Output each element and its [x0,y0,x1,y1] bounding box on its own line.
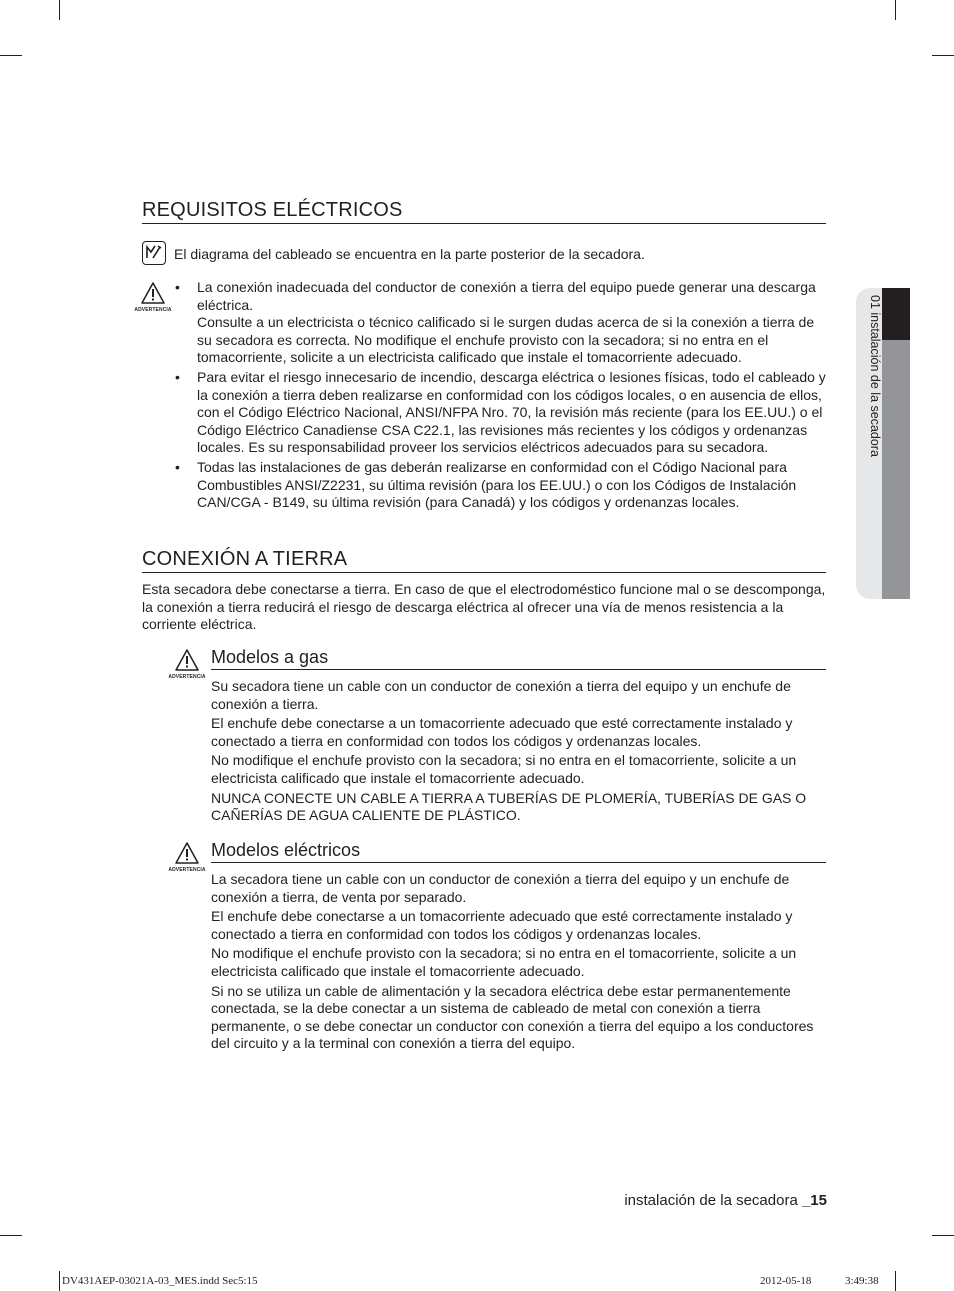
section-title-conexion: CONEXIÓN A TIERRA [142,548,826,573]
list-item: • Todas las instalaciones de gas deberán realizarse en conformidad con el Código Nacional para Combustibles ANSI/Z2231, su última revisión (para los EE.UU.) o con los Códigos de Instalación CAN/CGA - B149, su última revisión (para Canadá) y los códigos y ordenanzas locales. [175,459,830,512]
page-footer [624,1192,827,1209]
crop-mark [895,1271,896,1291]
paragraph: Si no se utiliza un cable de alimentación y la secadora eléctrica debe estar permanentemente conectada, se la debe conectar a un sistema de cableado de metal con conexión a tierra permanente, o se debe conectar un conductor con conexión a tierra del equipo a los conductores del circuito y a la terminal con conexión a tierra del equipo. [211,982,814,1052]
subsection-title-gas: Modelos a gas [211,647,826,670]
warning-icon [162,842,212,882]
warning-label: ADVERTENCIA [134,307,172,313]
note-text: El diagrama del cableado se encuentra en la parte posterior de la secadora. [174,246,645,262]
note-row [142,241,832,269]
chapter-tab-marker [882,288,910,340]
intro-paragraph: Esta secadora debe conectarse a tierra. En caso de que el electrodoméstico funcione mal o se descomponga, la conexión a tierra reducirá el riesgo de descarga eléctrica al ofrecer una vía de menos resistencia a la corriente eléctrica. [142,581,826,633]
paragraph: El enchufe debe conectarse a un tomacorriente adecuado que esté correctamente instalado y conectado a tierra en conformidad con todos los códigos y ordenanzas locales. [211,715,793,749]
crop-mark [0,1235,22,1236]
paragraph: La secadora tiene un cable con un conductor de conexión a tierra del equipo y un enchufe de conexión a tierra, de venta por separado. [211,871,790,905]
warning-label: ADVERTENCIA [168,867,206,873]
chapter-tab-band [882,340,910,599]
crop-mark [59,1271,60,1291]
crop-mark [59,0,60,20]
chapter-tab-label: 01 instalación de la secadora [868,295,882,457]
page-number: _15 [801,1192,827,1209]
paragraph: No modifique el enchufe provisto con la secadora; si no entra en el tomacorriente, solicite a un electricista calificado que instale el tomacorriente adecuado. [211,752,797,786]
paragraph: No modifique el enchufe provisto con la secadora; si no entra en el tomacorriente, solicite a un electricista calificado que instale el tomacorriente adecuado. [211,945,797,979]
gas-paragraphs [211,678,823,827]
warning-label: ADVERTENCIA [168,674,206,680]
list-item: • La conexión inadecuada del conductor de conexión a tierra del equipo puede generar una descarga eléctrica. Consulte a un electricista o técnico calificado si le surgen dudas acerca de si la conexión a tierra de su secadora es correcta. No modifique el enchufe provisto con la secadora; si no entra en el tomacorriente, solicite a un electricista calificado que instale el tomacorriente adecuado. [175,279,830,367]
crop-mark [932,1235,954,1236]
electric-paragraphs [211,871,823,1055]
crop-mark [0,55,22,56]
paragraph: El enchufe debe conectarse a un tomacorriente adecuado que esté correctamente instalado y conectado a tierra en conformidad con todos los códigos y ordenanzas locales. [211,908,793,942]
paragraph: NUNCA CONECTE UN CABLE A TIERRA A TUBERÍAS DE PLOMERÍA, TUBERÍAS DE GAS O CAÑERÍAS DE AGUA CALIENTE DE PLÁSTICO. [211,789,807,824]
footer-section: instalación de la secadora [624,1192,798,1209]
warning-bullet-list [175,279,830,514]
slug-filename: DV431AEP-03021A-03_MES.indd Sec5:15 [62,1275,258,1287]
subsection-title-electric: Modelos eléctricos [211,840,826,863]
paragraph: Su secadora tiene un cable con un conductor de conexión a tierra del equipo y un enchufe de conexión a tierra. [211,678,791,712]
section-title-requisitos: REQUISITOS ELÉCTRICOS [142,199,826,224]
list-item: • Para evitar el riesgo innecesario de incendio, descarga eléctrica o lesiones físicas, todo el cableado y la conexión a tierra deben realizarse en conformidad con los códigos locales, o en ausencia de ellos, con el Código Eléctrico Nacional, ANSI/NFPA Nro. 70, la revisión más reciente (para los EE.UU.) o el Código Eléctrico Canadiense CSA C22.1, las revisiones más recientes y los códigos y ordenanzas locales. Es su responsabilidad proveer los servicios eléctricos adecuados para su secadora. [175,369,830,457]
warning-icon [162,649,212,689]
warning-icon [128,282,178,322]
crop-mark [932,55,954,56]
slug-date: 2012-05-18 [760,1275,812,1287]
note-icon [142,241,166,265]
crop-mark [895,0,896,20]
slug-time: 3:49:38 [845,1275,879,1287]
